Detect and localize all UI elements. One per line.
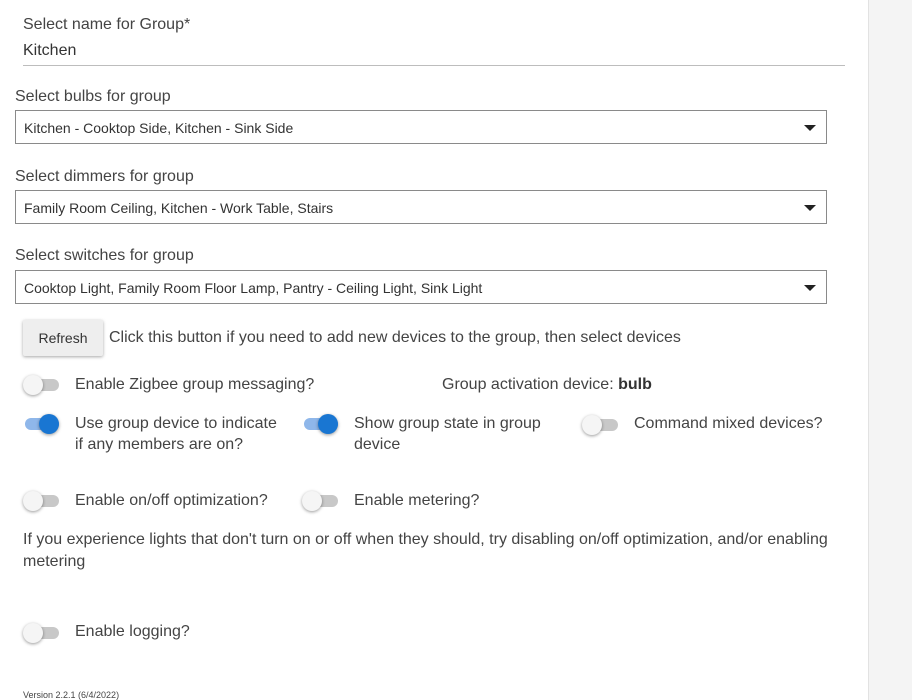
dimmers-label: Select dimmers for group [15,168,194,185]
group-name-input[interactable]: Kitchen [23,42,77,59]
chevron-down-icon [804,125,816,131]
toggle-thumb [582,415,602,435]
metering-toggle-label: Enable metering? [354,492,480,509]
toggle-thumb [39,414,59,434]
activation-device-value: bulb [618,376,652,393]
show-state-toggle-label [354,413,541,455]
chevron-down-icon [804,205,816,211]
bulbs-select[interactable] [15,110,827,144]
switches-label: Select switches for group [15,247,194,264]
zigbee-toggle[interactable] [23,374,59,396]
activation-device-label: Group activation device: [442,376,614,393]
show-state-label-line1: Show group state in group [354,415,541,432]
right-gutter [868,0,912,700]
indicate-toggle-label [75,413,277,455]
optimization-toggle-label: Enable on/off optimization? [75,492,268,509]
refresh-hint: Click this button if you need to add new devices to the group, then select devices [109,329,681,346]
optimization-toggle[interactable] [23,490,59,512]
version-text: Version 2.2.1 (6/4/2022) [23,690,120,700]
indicate-label-line1: Use group device to indicate [75,415,277,432]
show-state-label-line2: device [354,436,401,453]
mixed-devices-toggle-label: Command mixed devices? [634,415,823,432]
logging-toggle-label: Enable logging? [75,623,190,640]
indicate-toggle[interactable] [23,413,59,435]
dimmers-select[interactable] [15,190,827,224]
switches-select[interactable] [15,270,827,304]
toggle-thumb [23,491,43,511]
toggle-thumb [23,623,43,643]
bulbs-select-value: Kitchen - Cooktop Side, Kitchen - Sink Side [24,120,294,136]
chevron-down-icon [804,285,816,291]
indicate-label-line2: if any members are on? [75,436,244,453]
show-state-toggle[interactable] [302,413,338,435]
logging-toggle[interactable] [23,622,59,644]
group-name-label: Select name for Group* [23,16,191,33]
zigbee-toggle-label: Enable Zigbee group messaging? [75,376,315,393]
toggle-thumb [318,414,338,434]
toggle-thumb [23,375,43,395]
group-name-underline [23,65,845,66]
metering-toggle[interactable] [302,490,338,512]
switches-select-value: Cooktop Light, Family Room Floor Lamp, Pantry - Ceiling Light, Sink Light [24,280,483,296]
toggle-thumb [302,491,322,511]
bulbs-label: Select bulbs for group [15,88,171,105]
dimmers-select-value: Family Room Ceiling, Kitchen - Work Table, Stairs [24,200,334,216]
advice-text: If you experience lights that don't turn on or off when they should, try disabling on/off optimization, and/or enabling metering [23,531,828,570]
refresh-button[interactable]: Refresh [23,320,103,356]
activation-device-text [442,374,652,395]
mixed-devices-toggle[interactable] [582,414,618,436]
